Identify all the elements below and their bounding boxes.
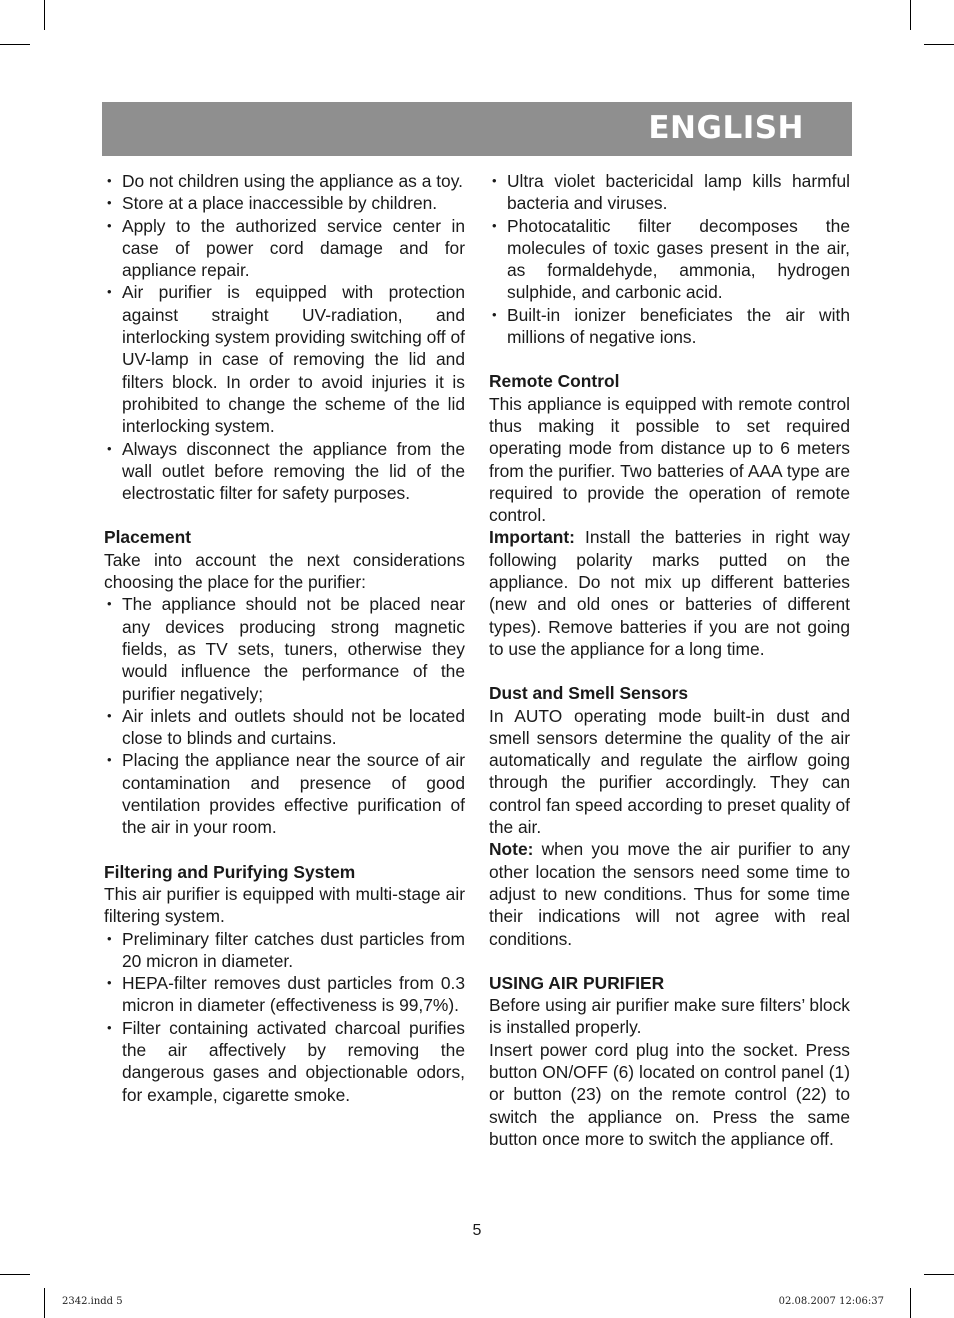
note-label: Note: [489,839,534,860]
using-text-2: Insert power cord plug into the socket. Press button ON/OFF (6) located on control panel (1) or button (23) on the remote control (22) to switch the appliance on. Press the same button once more to switch the appliance off. [489,1039,850,1149]
list-item: • Filter containing activated charcoal purifies the air affectively by removing the dangerous gases and objectionable odors, for example, cigarette smoke. [104,1017,465,1106]
filtering-bullet-list [104,928,465,1106]
note-text: when you move the air purifier to any other location the sensors need some time to adjust to new conditions. Thus for some time their indications will not agree with real conditions. [489,839,850,949]
list-item: • The appliance should not be placed near any devices producing strong magnetic fields, as TV sets, tuners, otherwise they would influence the performance of the purifier negatively; [104,593,465,704]
crop-mark [910,0,911,30]
language-header-bar [102,102,852,156]
file-slug: 2342.indd 5 [62,1296,123,1307]
remote-control-heading: Remote Control [489,371,620,392]
list-item: • Apply to the authorized service center in case of power cord damage and for appliance repair. [104,215,465,282]
crop-mark [0,1274,30,1275]
list-item: • Store at a place inaccessible by children. [104,192,465,214]
list-item: • Preliminary filter catches dust particles from 20 micron in diameter. [104,928,465,973]
important-text: Install the batteries in right way following polarity marks putted on the appliance. Do not mix up different batteries (new and old ones or batteries of different types). Remove batteries if you are not going to use the appliance for a long time. [489,527,850,659]
safety-bullet-list [104,170,465,504]
list-item: • Built-in ionizer beneficiates the air with millions of negative ions. [489,304,850,349]
crop-mark [924,44,954,45]
page-number: 5 [472,1222,482,1239]
crop-mark [910,1288,911,1318]
using-text-1: Before using air purifier make sure filters’ block is installed properly. [489,995,850,1038]
important-label: Important: [489,527,575,548]
crop-mark [44,1288,45,1318]
crop-mark [924,1274,954,1275]
list-item: • Photocatalitic filter decomposes the molecules of toxic gases present in the air, as formaldehyde, ammonia, hydrogen sulphide, and carbonic acid. [489,215,850,304]
left-column [104,170,465,1106]
list-item: • HEPA-filter removes dust particles from 0.3 micron in diameter (effectiveness is 99,7%). [104,972,465,1017]
date-slug: 02.08.2007 12:06:37 [778,1296,884,1307]
list-item: • Do not children using the appliance as a toy. [104,170,465,192]
crop-mark [44,0,45,30]
list-item: • Air inlets and outlets should not be located close to blinds and curtains. [104,705,465,750]
filter-stages-bullet-list [489,170,850,348]
placement-heading: Placement [104,527,191,548]
sensors-text: In AUTO operating mode built-in dust and smell sensors determine the quality of the air automatically and regulate the airflow going through the purifier accordingly. They can control fan speed according to preset quality of the air. [489,705,850,838]
filtering-text: This air purifier is equipped with multi-stage air filtering system. [104,883,465,927]
important-paragraph [489,526,850,660]
right-column [489,170,850,1150]
using-heading: USING AIR PURIFIER [489,972,665,993]
list-item: • Air purifier is equipped with protection against straight UV-radiation, and interlocking system providing switching off of UV-lamp in case of removing the lid and filters block. In order to avoid injuries it is prohibited to change the scheme of the lid interlocking system. [104,281,465,437]
list-item: • Always disconnect the appliance from the wall outlet before removing the lid of the electrostatic filter for safety purposes. [104,438,465,505]
remote-control-text: This appliance is equipped with remote control thus making it possible to set required operating mode from distance up to 6 meters from the purifier. Two batteries of AAA type are required to provide the operation of remote control. [489,393,850,526]
note-paragraph [489,838,850,949]
language-title: ENGLISH [648,110,804,146]
crop-mark [0,44,30,45]
list-item: • Placing the appliance near the source of air contamination and presence of good ventilation provides effective purification of the air in your room. [104,749,465,838]
placement-text: Take into account the next considerations choosing the place for the purifier: [104,549,465,593]
sensors-heading: Dust and Smell Sensors [489,683,689,704]
placement-bullet-list [104,593,465,838]
list-item: • Ultra violet bactericidal lamp kills harmful bacteria and viruses. [489,170,850,215]
filtering-heading: Filtering and Purifying System [104,861,356,882]
